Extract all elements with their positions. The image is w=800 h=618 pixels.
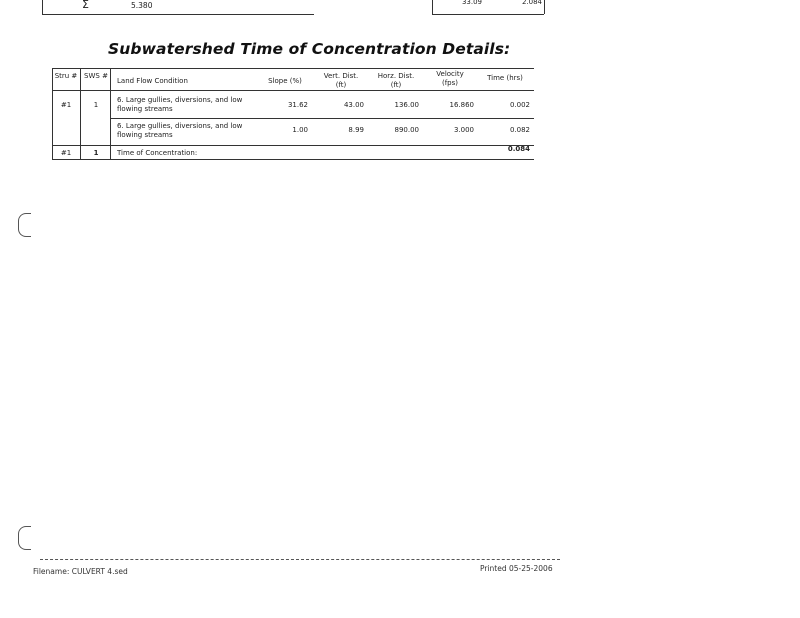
- sum-symbol: Σ: [82, 0, 89, 11]
- row-velocity: 3.000: [453, 126, 474, 134]
- footer-filename: Filename: CULVERT 4.sed: [33, 567, 128, 576]
- top-table-bottom-rule-right: [432, 14, 544, 15]
- row-vert-dist: 43.00: [343, 101, 364, 109]
- row-horz-dist: 890.00: [394, 126, 419, 134]
- table-bottom-rule: [52, 159, 534, 160]
- row-stru: #1: [60, 101, 72, 109]
- total-sws: 1: [93, 149, 99, 157]
- total-value: 0.084: [507, 145, 530, 153]
- row-horz-dist: 136.00: [394, 101, 419, 109]
- header-time: Time (hrs): [487, 74, 523, 82]
- punch-hole-mark: [18, 526, 31, 550]
- sum-value: 5.380: [131, 1, 153, 10]
- table-top-rule: [52, 68, 534, 69]
- row2-bottom-rule: [52, 145, 534, 146]
- row-land-flow: 6. Large gullies, diversions, and low flowing streams: [117, 96, 243, 113]
- row-slope: 1.00: [292, 126, 308, 134]
- row-land-flow: 6. Large gullies, diversions, and low flowing streams: [117, 122, 243, 139]
- row-time: 0.082: [509, 126, 530, 134]
- punch-hole-mark: [18, 213, 31, 237]
- top-table-right-border: [544, 0, 545, 14]
- table-col-rule-2: [110, 68, 111, 160]
- footer-rule: [40, 559, 560, 560]
- footer-printed: Printed 05-25-2006: [480, 564, 553, 573]
- header-slope: Slope (%): [268, 77, 302, 85]
- row-sws: 1: [93, 101, 99, 109]
- top-right-value-1: 33.09: [461, 0, 482, 6]
- section-title: Subwatershed Time of Concentration Details:: [108, 40, 511, 58]
- top-table-left-border: [42, 0, 43, 14]
- header-horz-dist: Horz. Dist. (ft): [377, 72, 415, 89]
- total-stru: #1: [60, 149, 72, 157]
- header-bottom-rule: [52, 90, 534, 91]
- table-col-rule-1: [80, 68, 81, 160]
- table-left-rule: [52, 68, 53, 160]
- header-vert-dist: Vert. Dist. (ft): [323, 72, 359, 89]
- total-label: Time of Concentration:: [117, 149, 198, 157]
- top-table-mid-border: [432, 0, 433, 14]
- header-land-flow: Land Flow Condition: [117, 77, 188, 85]
- row1-bottom-rule: [110, 118, 534, 119]
- header-stru: Stru #: [54, 72, 78, 80]
- header-sws: SWS #: [84, 72, 108, 80]
- row-slope: 31.62: [287, 101, 308, 109]
- header-velocity: Velocity (fps): [436, 70, 464, 87]
- row-vert-dist: 8.99: [348, 126, 364, 134]
- top-table-bottom-rule-left: [42, 14, 314, 15]
- row-velocity: 16.860: [449, 101, 474, 109]
- row-time: 0.002: [509, 101, 530, 109]
- top-right-value-2: 2.084: [521, 0, 542, 6]
